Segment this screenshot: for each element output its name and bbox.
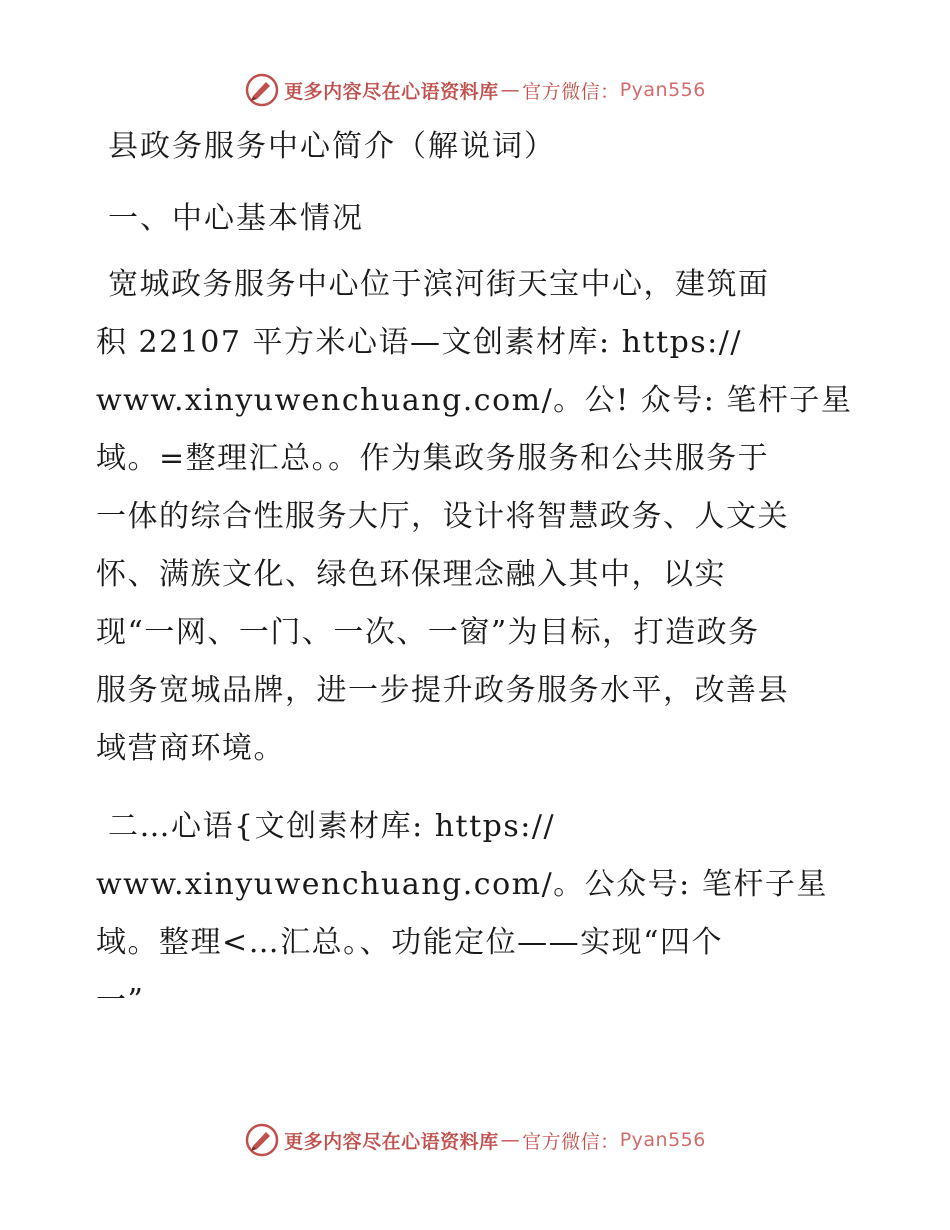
document-title: 县政务服务中心简介（解说词） bbox=[108, 129, 556, 164]
banner-wechat: Pyan556 bbox=[619, 79, 706, 101]
pen-logo-icon bbox=[244, 72, 280, 108]
paragraph-line: 二…心语{文创素材库: https:// bbox=[108, 809, 556, 844]
paragraph-line: 域营商环境。 bbox=[96, 731, 285, 766]
paragraph-line: 一” bbox=[96, 983, 145, 1018]
paragraph-line: 服务宽城品牌，进一步提升政务服务水平，改善县 bbox=[96, 673, 789, 708]
paragraph-line: 域。=整理汇总。。作为集政务服务和公共服务于 bbox=[96, 441, 770, 476]
paragraph-line: www.xinyuwenchuang.com/。公众号: 笔杆子星 bbox=[96, 867, 828, 902]
section2-paragraph bbox=[96, 798, 856, 1030]
paragraph-line: 一体的综合性服务大厅，设计将智慧政务、人文关 bbox=[96, 499, 789, 534]
banner-brand: 更多内容尽在心语资料库 bbox=[284, 80, 499, 103]
banner-brand: 更多内容尽在心语资料库 bbox=[284, 1130, 499, 1153]
paragraph-line: 域。整理<…汇总。、功能定位——实现“四个 bbox=[96, 925, 723, 960]
footer-watermark bbox=[0, 1120, 950, 1160]
section1-heading: 一、中心基本情况 bbox=[108, 201, 364, 236]
paragraph-line: 怀、满族文化、绿色环保理念融入其中，以实 bbox=[96, 557, 726, 592]
banner-official: 官方微信： bbox=[522, 80, 620, 103]
banner-official: 官方微信： bbox=[522, 1130, 620, 1153]
document-body bbox=[96, 122, 856, 1050]
banner-dash: — bbox=[500, 1129, 521, 1151]
pen-logo-icon bbox=[244, 1122, 280, 1158]
section1-paragraph bbox=[96, 256, 856, 778]
header-watermark bbox=[0, 70, 950, 110]
banner-wechat: Pyan556 bbox=[619, 1129, 706, 1151]
paragraph-line: 积 22107 平方米心语—文创素材库: https:// bbox=[96, 325, 743, 360]
paragraph-line: www.xinyuwenchuang.com/。公! 众号: 笔杆子星 bbox=[96, 383, 853, 418]
banner-dash: — bbox=[500, 79, 521, 101]
paragraph-line: 现“一网、一门、一次、一窗”为目标，打造政务 bbox=[96, 615, 760, 650]
paragraph-line: 宽城政务服务中心位于滨河街天宝中心，建筑面 bbox=[108, 267, 770, 302]
